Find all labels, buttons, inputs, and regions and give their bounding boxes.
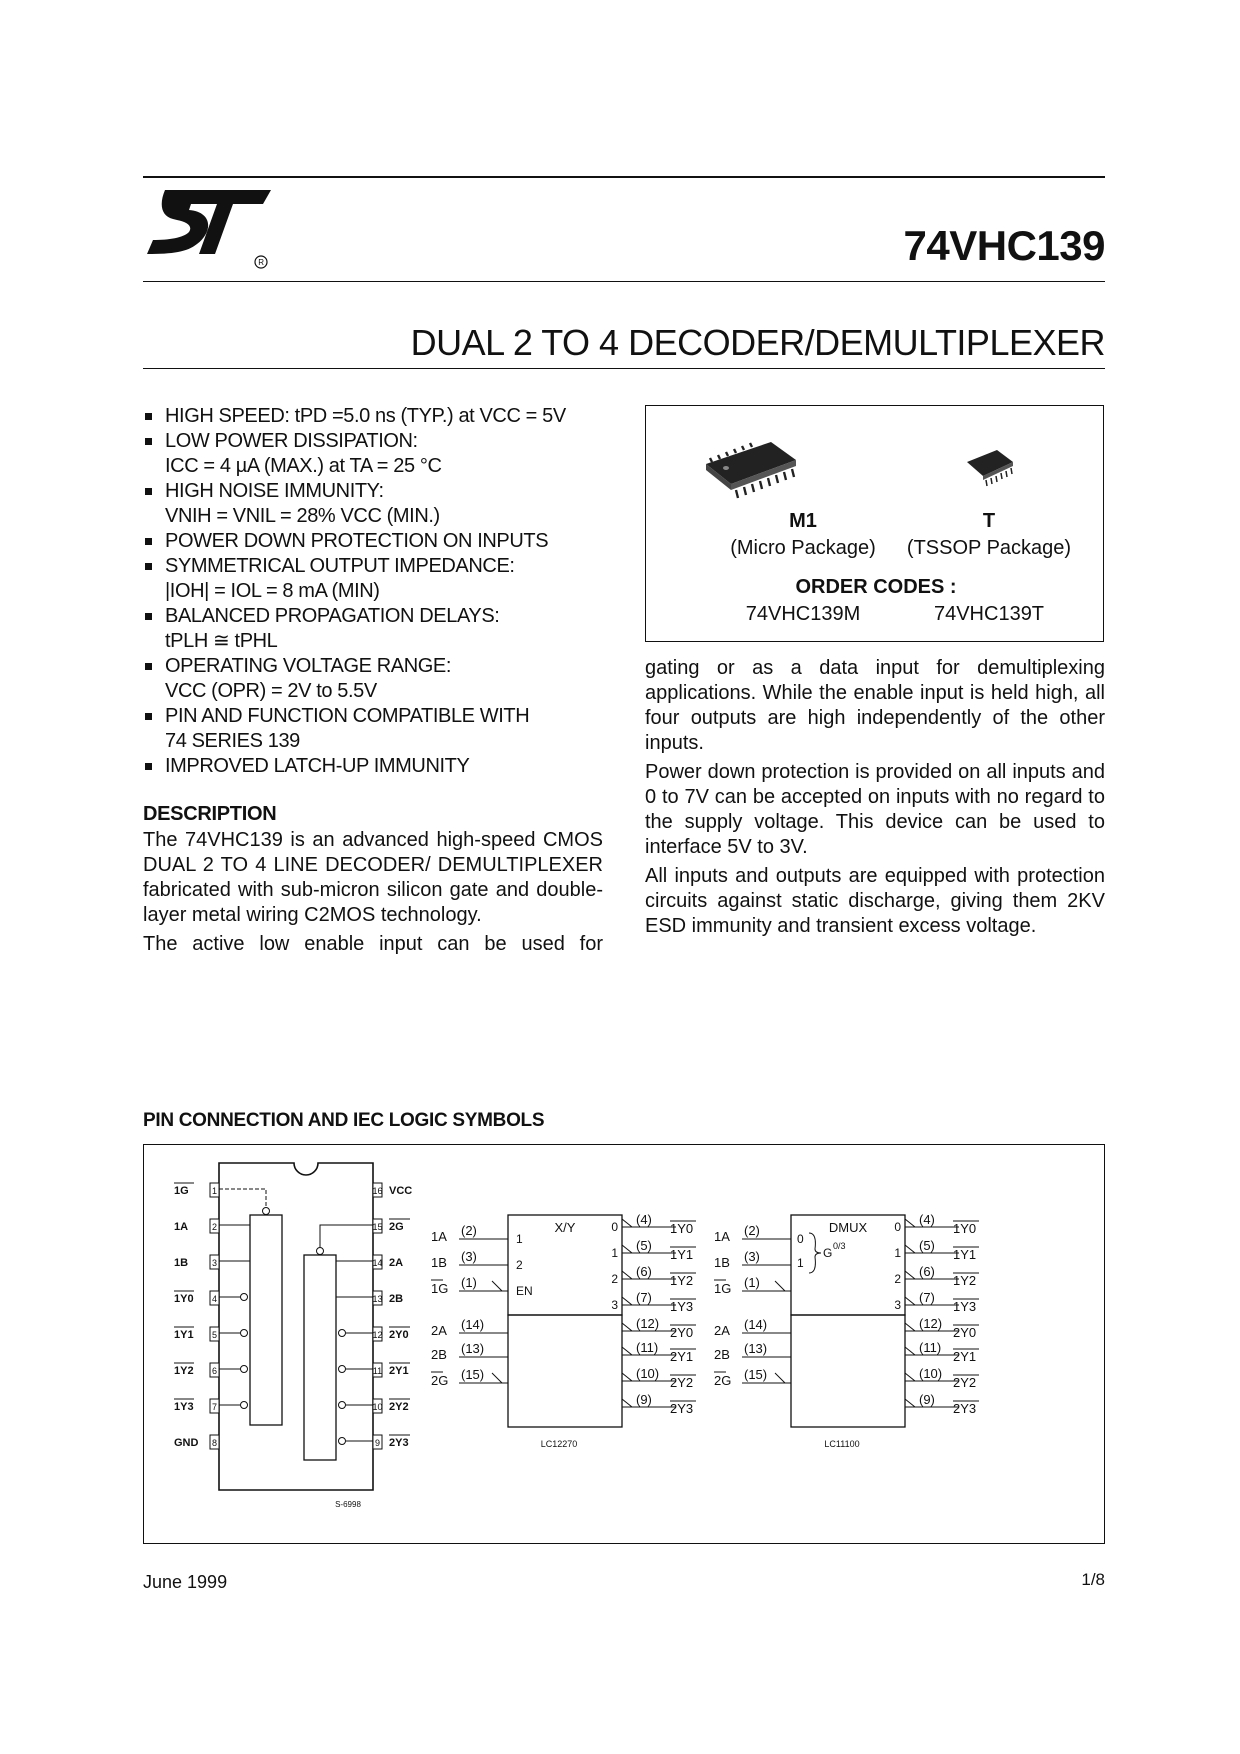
iec-output-label: 2Y1	[953, 1349, 977, 1364]
part-number: 74VHC139	[903, 222, 1105, 269]
feature-list	[143, 404, 603, 779]
iec-output-label: 2Y3	[670, 1401, 694, 1416]
brace-icon	[809, 1233, 821, 1273]
dip-right-label: 2Y1	[389, 1365, 409, 1377]
dip-bubble	[339, 1366, 346, 1373]
active-low-marker	[492, 1373, 502, 1383]
iec-inner-input: 0	[797, 1232, 804, 1246]
feature-text: POWER DOWN PROTECTION ON INPUTS	[165, 530, 549, 552]
iec-input-pin: (14)	[744, 1317, 768, 1332]
dip-left-label: 1Y0	[174, 1293, 194, 1305]
feature-text: BALANCED PROPAGATION DELAYS:	[165, 605, 500, 627]
svg-text:R: R	[258, 258, 264, 267]
iec-output-label: 1Y0	[670, 1221, 694, 1236]
bullet-icon	[145, 663, 152, 670]
feature-detail: ICC = 4 µA (MAX.) at TA = 25 °C	[165, 455, 442, 477]
iec-output-label: 1Y3	[670, 1299, 694, 1314]
feature-text: IMPROVED LATCH-UP IMMUNITY	[165, 755, 470, 777]
dip-left-label: 1B	[174, 1257, 189, 1269]
active-low-marker	[622, 1219, 632, 1227]
dip-wire	[320, 1225, 373, 1247]
feature-detail: VCC (OPR) = 2V to 5.5V	[165, 680, 377, 702]
iec-output-label: 1Y2	[670, 1273, 694, 1288]
iec-output-pin: (9)	[636, 1392, 652, 1407]
iec-output-pin: (11)	[636, 1340, 659, 1355]
iec-output-pin: (6)	[636, 1264, 652, 1279]
iec-input-pin: (15)	[461, 1367, 485, 1382]
feature-item	[143, 429, 603, 479]
iec-output-index: 0	[611, 1220, 618, 1234]
dip-bubble	[241, 1402, 248, 1409]
iec-input-label: 1B	[714, 1255, 730, 1270]
feature-detail: |IOH| = IOL = 8 mA (MIN)	[165, 580, 380, 602]
tssop16-package-icon	[961, 446, 1021, 491]
dip-bubble	[339, 1438, 346, 1445]
dip-right-label: VCC	[389, 1185, 413, 1197]
iec-input-pin: (15)	[744, 1367, 768, 1382]
active-low-marker	[622, 1297, 632, 1305]
dip-pin-number: 14	[372, 1258, 383, 1268]
iec-input-pin: (14)	[461, 1317, 485, 1332]
feature-item	[143, 404, 603, 429]
iec-output-label: 2Y2	[670, 1375, 694, 1390]
dip-decoder-2	[304, 1255, 336, 1460]
iec-inner-input: 2	[516, 1258, 523, 1272]
iec-output-block	[791, 1315, 905, 1427]
dip-pin-number: 12	[372, 1330, 383, 1340]
dip-right-label: 2G	[389, 1221, 404, 1233]
iec-output-label: 1Y1	[953, 1247, 977, 1262]
feature-text: HIGH NOISE IMMUNITY:	[165, 480, 384, 502]
iec-output-label: 2Y3	[953, 1401, 977, 1416]
footer-page-number: 1/8	[1081, 1570, 1105, 1589]
iec-input-label: 1G	[431, 1281, 449, 1296]
description-heading: DESCRIPTION	[143, 803, 277, 825]
bullet-icon	[145, 413, 152, 420]
dip-pin-number: 6	[211, 1366, 218, 1376]
iec-output-pin: (12)	[636, 1316, 660, 1331]
iec-input-label: 2B	[431, 1347, 447, 1362]
iec-output-index: 2	[894, 1272, 901, 1286]
dip-decoder-1	[250, 1215, 282, 1425]
pin-diagram-svg	[144, 1145, 1103, 1542]
bullet-icon	[145, 763, 152, 770]
feature-item	[143, 604, 603, 654]
iec-output-pin: (7)	[919, 1290, 935, 1305]
iec-output-label: 1Y1	[670, 1247, 694, 1262]
iec-inner-input: EN	[516, 1284, 533, 1298]
package-m1-name: M1	[789, 510, 817, 532]
iec-input-label: 1A	[714, 1229, 730, 1244]
package-m1-desc: (Micro Package)	[730, 537, 876, 559]
feature-detail: tPLH ≅ tPHL	[165, 630, 278, 652]
iec-output-pin: (4)	[636, 1212, 652, 1227]
dip-pin-number: 5	[211, 1330, 218, 1340]
bullet-icon	[145, 488, 152, 495]
iec-input-label: 1A	[431, 1229, 447, 1244]
bullet-icon	[145, 438, 152, 445]
active-low-marker	[622, 1245, 632, 1253]
pin-section-heading: PIN CONNECTION AND IEC LOGIC SYMBOLS	[143, 1110, 545, 1131]
active-low-marker	[905, 1399, 915, 1407]
iec-input-pin: (3)	[461, 1249, 477, 1264]
feature-item	[143, 479, 603, 529]
iec-input-pin: (1)	[461, 1275, 477, 1290]
st-logo-icon	[143, 188, 271, 270]
page-subtitle: DUAL 2 TO 4 DECODER/DEMULTIPLEXER	[410, 322, 1105, 363]
active-low-marker	[905, 1271, 915, 1279]
dip-left-label: 1G	[174, 1185, 189, 1197]
feature-text: SYMMETRICAL OUTPUT IMPEDANCE:	[165, 555, 515, 577]
dip-left-label: 1Y2	[174, 1365, 194, 1377]
dip-bubble	[241, 1294, 248, 1301]
iec-input-label: 2A	[714, 1323, 730, 1338]
iec-input-pin: (13)	[744, 1341, 768, 1356]
iec-output-label: 2Y0	[953, 1325, 977, 1340]
order-code-m: 74VHC139M	[745, 603, 861, 625]
iec-input-label: 1B	[431, 1255, 447, 1270]
iec-output-pin: (7)	[636, 1290, 652, 1305]
feature-detail: VNIH = VNIL = 28% VCC (MIN.)	[165, 505, 440, 527]
iec-output-index: 3	[894, 1298, 901, 1312]
pin-connection-diagram	[143, 1144, 1105, 1544]
iec-drawing-code: LC12270	[540, 1439, 578, 1449]
feature-item	[143, 554, 603, 604]
feature-text: LOW POWER DISSIPATION:	[165, 430, 418, 452]
package-t-desc: (TSSOP Package)	[906, 537, 1072, 559]
iec-output-pin: (5)	[636, 1238, 652, 1253]
iec-output-pin: (5)	[919, 1238, 935, 1253]
order-code-t: 74VHC139T	[933, 603, 1045, 625]
iec-output-pin: (9)	[919, 1392, 935, 1407]
iec-block-title: X/Y	[554, 1220, 576, 1235]
dip-pin-number: 4	[211, 1294, 218, 1304]
iec-output-label: 1Y3	[953, 1299, 977, 1314]
dip-left-label: 1A	[174, 1221, 189, 1233]
iec-input-pin: (1)	[744, 1275, 760, 1290]
dip-pin-number: 10	[372, 1402, 383, 1412]
iec-output-index: 3	[611, 1298, 618, 1312]
top-rule	[143, 176, 1105, 178]
active-low-marker	[905, 1323, 915, 1331]
active-low-marker	[905, 1245, 915, 1253]
iec-output-index: 1	[611, 1246, 618, 1260]
package-box	[645, 405, 1104, 642]
iec-output-pin: (11)	[919, 1340, 942, 1355]
dip-pin-number: 13	[372, 1294, 383, 1304]
description-paragraph-2: The active low enable input can be used for	[143, 933, 603, 955]
iec-input-pin: (2)	[461, 1223, 477, 1238]
dip-left-label: 1Y3	[174, 1401, 194, 1413]
feature-text: PIN AND FUNCTION COMPATIBLE WITH	[165, 705, 530, 727]
bullet-icon	[145, 613, 152, 620]
active-low-marker	[905, 1219, 915, 1227]
dip-right-label: 2B	[389, 1293, 404, 1305]
active-low-marker	[775, 1373, 785, 1383]
iec-input-label: 2B	[714, 1347, 730, 1362]
feature-item	[143, 654, 603, 704]
feature-text: HIGH SPEED: tPD =5.0 ns (TYP.) at VCC = 5V	[165, 405, 566, 427]
bullet-icon	[145, 563, 152, 570]
dip-pin-number: 7	[211, 1402, 218, 1412]
dip-bubble	[317, 1248, 324, 1255]
iec-output-pin: (10)	[636, 1366, 660, 1381]
iec-inner-input: 1	[797, 1256, 804, 1270]
package-t-name: T	[982, 510, 996, 532]
dip-right-label: 2A	[389, 1257, 404, 1269]
dip-right-label: 2Y0	[389, 1329, 409, 1341]
iec-input-label: 2A	[431, 1323, 447, 1338]
dip-bubble	[339, 1402, 346, 1409]
dip-right-label: 2Y3	[389, 1437, 409, 1449]
feature-item	[143, 529, 603, 554]
dip-pin-number: 9	[374, 1438, 381, 1448]
iec-output-label: 2Y0	[670, 1325, 694, 1340]
iec-inner-g: G	[823, 1246, 833, 1260]
iec-output-pin: (4)	[919, 1212, 935, 1227]
active-low-marker	[775, 1281, 785, 1291]
iec-output-label: 2Y1	[670, 1349, 694, 1364]
dip-drawing-code: S-6998	[335, 1500, 361, 1509]
dip-pin-number: 2	[211, 1222, 218, 1232]
dip-left-label: GND	[174, 1437, 199, 1449]
iec-output-index: 0	[894, 1220, 901, 1234]
dip-right-label: 2Y2	[389, 1401, 409, 1413]
iec-input-label: 2G	[431, 1373, 449, 1388]
dip-wire	[219, 1189, 266, 1207]
feature-text: OPERATING VOLTAGE RANGE:	[165, 655, 452, 677]
order-codes-title: ORDER CODES :	[795, 576, 957, 598]
feature-item	[143, 704, 603, 754]
description-paragraph-5: All inputs and outputs are equipped with protection circuits against static discharge, giving them 2KV ESD immunity and transient excess voltage.	[645, 865, 1105, 937]
iec-output-pin: (10)	[919, 1366, 943, 1381]
dip-pin-number: 15	[372, 1222, 383, 1232]
dip-pin-number: 3	[211, 1258, 218, 1268]
active-low-marker	[905, 1347, 915, 1355]
active-low-marker	[492, 1281, 502, 1291]
active-low-marker	[622, 1323, 632, 1331]
subtitle-rule	[143, 368, 1105, 369]
iec-block-title: DMUX	[828, 1220, 868, 1235]
iec-output-label: 1Y0	[953, 1221, 977, 1236]
iec-input-pin: (3)	[744, 1249, 760, 1264]
active-low-marker	[622, 1271, 632, 1279]
dip-bubble	[339, 1330, 346, 1337]
description-paragraph-1	[143, 828, 603, 928]
dip-pin-number: 16	[372, 1186, 383, 1196]
dip-bubble	[241, 1330, 248, 1337]
iec-output-label: 2Y2	[953, 1375, 977, 1390]
header-rule	[143, 281, 1105, 282]
active-low-marker	[622, 1373, 632, 1381]
dip-pin-number: 1	[211, 1186, 218, 1196]
iec-input-pin: (2)	[744, 1223, 760, 1238]
footer-date: June 1999	[143, 1572, 228, 1592]
iec-input-label: 2G	[714, 1373, 732, 1388]
dip-bubble	[241, 1366, 248, 1373]
desc-p1-text: The 74VHC139 is an advanced high-speed CMOS DUAL 2 TO 4 LINE DECODER/ DEMULTIPLEXER fabricated with sub-micron silicon gate and double-layer metal wiring C2MOS technology.	[143, 829, 603, 926]
iec-inner-range: 0/3	[833, 1241, 846, 1251]
active-low-marker	[622, 1347, 632, 1355]
iec-drawing-code: LC11100	[824, 1439, 860, 1449]
description-left-column	[143, 828, 603, 961]
description-paragraph-4: Power down protection is provided on all inputs and 0 to 7V can be accepted on inputs with no regard to the supply voltage. This device can be used to interface 5V to 3V.	[645, 761, 1105, 858]
iec-output-index: 1	[894, 1246, 901, 1260]
iec-input-pin: (13)	[461, 1341, 485, 1356]
bullet-icon	[145, 713, 152, 720]
active-low-marker	[905, 1373, 915, 1381]
iec-output-block	[508, 1315, 622, 1427]
dip-left-label: 1Y1	[174, 1329, 194, 1341]
iec-input-label: 1G	[714, 1281, 732, 1296]
iec-output-label: 1Y2	[953, 1273, 977, 1288]
bullet-icon	[145, 538, 152, 545]
feature-detail: 74 SERIES 139	[165, 730, 300, 752]
dip-bubble	[263, 1208, 270, 1215]
so16-package-icon	[696, 434, 806, 504]
feature-item	[143, 754, 603, 779]
active-low-marker	[622, 1399, 632, 1407]
iec-inner-input: 1	[516, 1232, 523, 1246]
iec-output-index: 2	[611, 1272, 618, 1286]
description-right-column	[645, 656, 1105, 943]
iec-output-pin: (12)	[919, 1316, 943, 1331]
iec-output-pin: (6)	[919, 1264, 935, 1279]
active-low-marker	[905, 1297, 915, 1305]
dip-pin-number: 8	[211, 1438, 218, 1448]
dip-pin-number: 11	[372, 1366, 383, 1376]
description-paragraph-3: gating or as a data input for demultiplexing applications. While the enable input is held high, all four outputs are high independently of the other inputs.	[645, 657, 1105, 754]
